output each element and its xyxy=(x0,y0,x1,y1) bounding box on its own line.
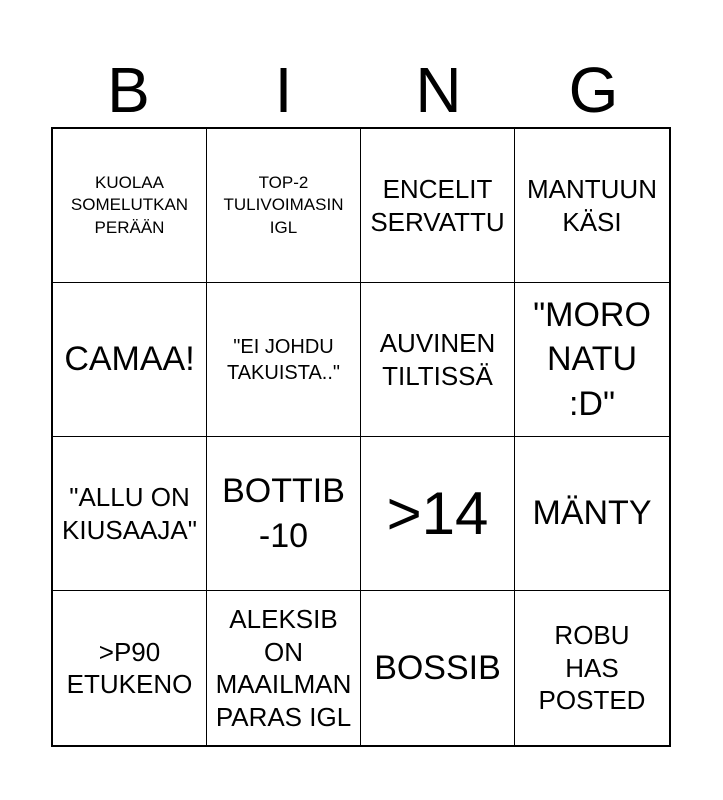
cell-text: >14 xyxy=(386,479,489,547)
cell-text: BOTTIB -10 xyxy=(222,472,345,555)
title-letter-n: N xyxy=(415,54,462,126)
cell-text: "EI JOHDU TAKUISTA.." xyxy=(226,335,341,384)
bingo-cell[interactable] xyxy=(53,437,207,591)
cell-text: TOP-2 TULIVOIMASIN IGL xyxy=(223,173,344,237)
bingo-board xyxy=(51,127,671,747)
title-letter-b: B xyxy=(107,54,150,126)
bingo-cell[interactable] xyxy=(515,437,669,591)
bingo-cell[interactable] xyxy=(207,591,361,745)
bingo-cell[interactable] xyxy=(515,591,669,745)
bingo-title xyxy=(51,55,671,125)
bingo-cell[interactable] xyxy=(53,591,207,745)
cell-text: MANTUUN KÄSI xyxy=(527,174,657,237)
bingo-cell[interactable] xyxy=(515,129,669,283)
cell-text: ALEKSIB ON MAAILMAN PARAS IGL xyxy=(215,604,352,732)
cell-text: >P90 ETUKENO xyxy=(66,636,193,699)
cell-text: "MORO NATU :D" xyxy=(533,296,651,423)
cell-text: ROBU HAS POSTED xyxy=(538,620,646,716)
cell-text: AUVINEN TILTISSÄ xyxy=(379,328,496,391)
bingo-cell[interactable] xyxy=(361,129,515,283)
title-letter-i: I xyxy=(274,54,293,126)
cell-text: ENCELIT SERVATTU xyxy=(370,174,505,237)
bingo-cell[interactable] xyxy=(361,283,515,437)
bingo-cell[interactable] xyxy=(53,283,207,437)
title-letter-g: G xyxy=(568,54,619,126)
bingo-cell[interactable] xyxy=(53,129,207,283)
cell-text: KUOLAA SOMELUTKAN PERÄÄN xyxy=(70,173,189,237)
bingo-cell[interactable] xyxy=(361,591,515,745)
bingo-cell[interactable] xyxy=(361,437,515,591)
cell-text: "ALLU ON KIUSAAJA" xyxy=(62,482,197,545)
cell-text: CAMAA! xyxy=(64,340,195,379)
cell-text: BOSSIB xyxy=(374,648,501,687)
bingo-cell[interactable] xyxy=(207,437,361,591)
cell-text: MÄNTY xyxy=(532,494,652,533)
bingo-cell[interactable] xyxy=(207,283,361,437)
bingo-cell[interactable] xyxy=(515,283,669,437)
bingo-cell[interactable] xyxy=(207,129,361,283)
